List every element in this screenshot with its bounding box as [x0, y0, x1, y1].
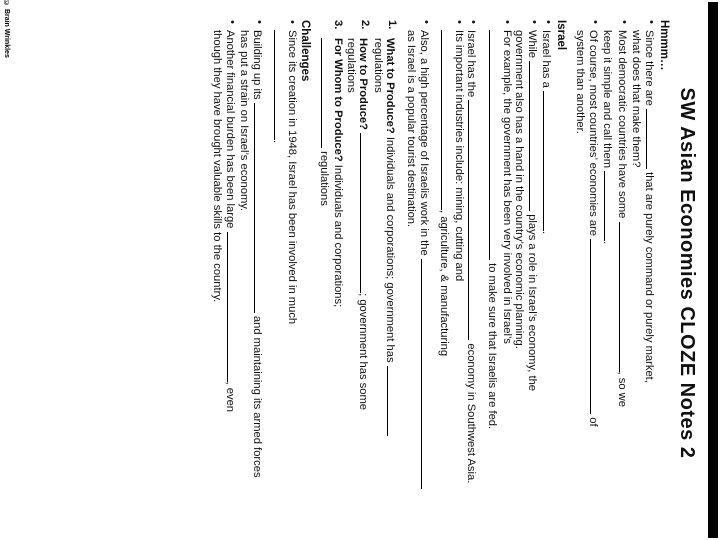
israel-list-b — [438, 20, 480, 526]
blank-field[interactable] — [489, 30, 500, 260]
blank-field[interactable] — [360, 133, 371, 293]
challenges-list-a — [271, 20, 298, 526]
blank-field[interactable] — [543, 91, 554, 231]
blank-field[interactable] — [254, 103, 265, 313]
economic-questions — [317, 20, 399, 526]
list-item: • Since there are that are purely command or purely market, what does that make them? — [630, 20, 657, 526]
copyright-notice: © Brain Wrinkles — [3, 0, 10, 58]
question-item: 3. For Whom to Produce? Individuals and corporations; regulations — [317, 20, 345, 308]
blank-field[interactable] — [274, 30, 285, 140]
page — [12, 2, 708, 538]
list-item: • While plays a role in Israel’s economy, the government also has a hand in the country’s economic planning. — [513, 20, 540, 526]
israel-list-a — [485, 20, 554, 526]
blank-field[interactable] — [468, 100, 479, 340]
blank-field[interactable] — [441, 30, 452, 210]
section-heading-israel: Israel — [555, 20, 568, 51]
list-item: • Israel has the economy in Southwest Asia. — [465, 20, 480, 526]
blank-field[interactable] — [388, 366, 399, 436]
list-item: • Also, a high percentage of Israelis work in the as Israel is a popular tourist destination. — [405, 20, 432, 526]
list-item: • Its important industries include: mining, cutting and , agriculture, & manufacturing — [438, 20, 465, 526]
list-item: • Building up its and maintaining its armed forces has put a strain on Israel’s economy. — [238, 20, 265, 526]
question-item: 2. How to Produce? ; government has some regulations — [344, 20, 372, 411]
blank-field[interactable] — [321, 38, 332, 148]
israel-list-c — [405, 20, 432, 526]
blank-field[interactable] — [604, 171, 615, 241]
blank-field[interactable] — [646, 109, 657, 169]
section-heading-hmmm: Hmmm… — [658, 20, 670, 71]
question-item: 1. What to Produce? Individuals and corporations; government has regulations — [371, 20, 398, 526]
list-item: • Most democratic countries have some , so we keep it simple and call them . — [601, 20, 630, 526]
challenges-list-b — [210, 20, 264, 526]
list-item: • Israel has a . — [540, 20, 555, 526]
blank-field[interactable] — [529, 61, 540, 211]
list-item: • Of course, most countries’ economies are of system than another. — [573, 20, 600, 526]
list-item: • Since its creation in 1948, Israel has been involved in much . — [271, 20, 298, 526]
list-item: • For example, the government has been very involved in Israel’s to make sure that Israelis are fed. — [485, 20, 512, 526]
blank-field[interactable] — [227, 232, 238, 382]
list-item: • Another financial burden has been large , even though they have brought valuable skills to the country. — [210, 20, 237, 526]
rotated-content — [12, 2, 708, 538]
hmmm-list — [573, 20, 657, 526]
blank-field[interactable] — [619, 222, 630, 372]
blank-field[interactable] — [421, 259, 432, 489]
blank-field[interactable] — [590, 239, 601, 414]
page-title: SW Asian Economies CLOZE Notes 2 — [676, 87, 698, 459]
section-heading-challenges: Challenges — [298, 20, 311, 82]
